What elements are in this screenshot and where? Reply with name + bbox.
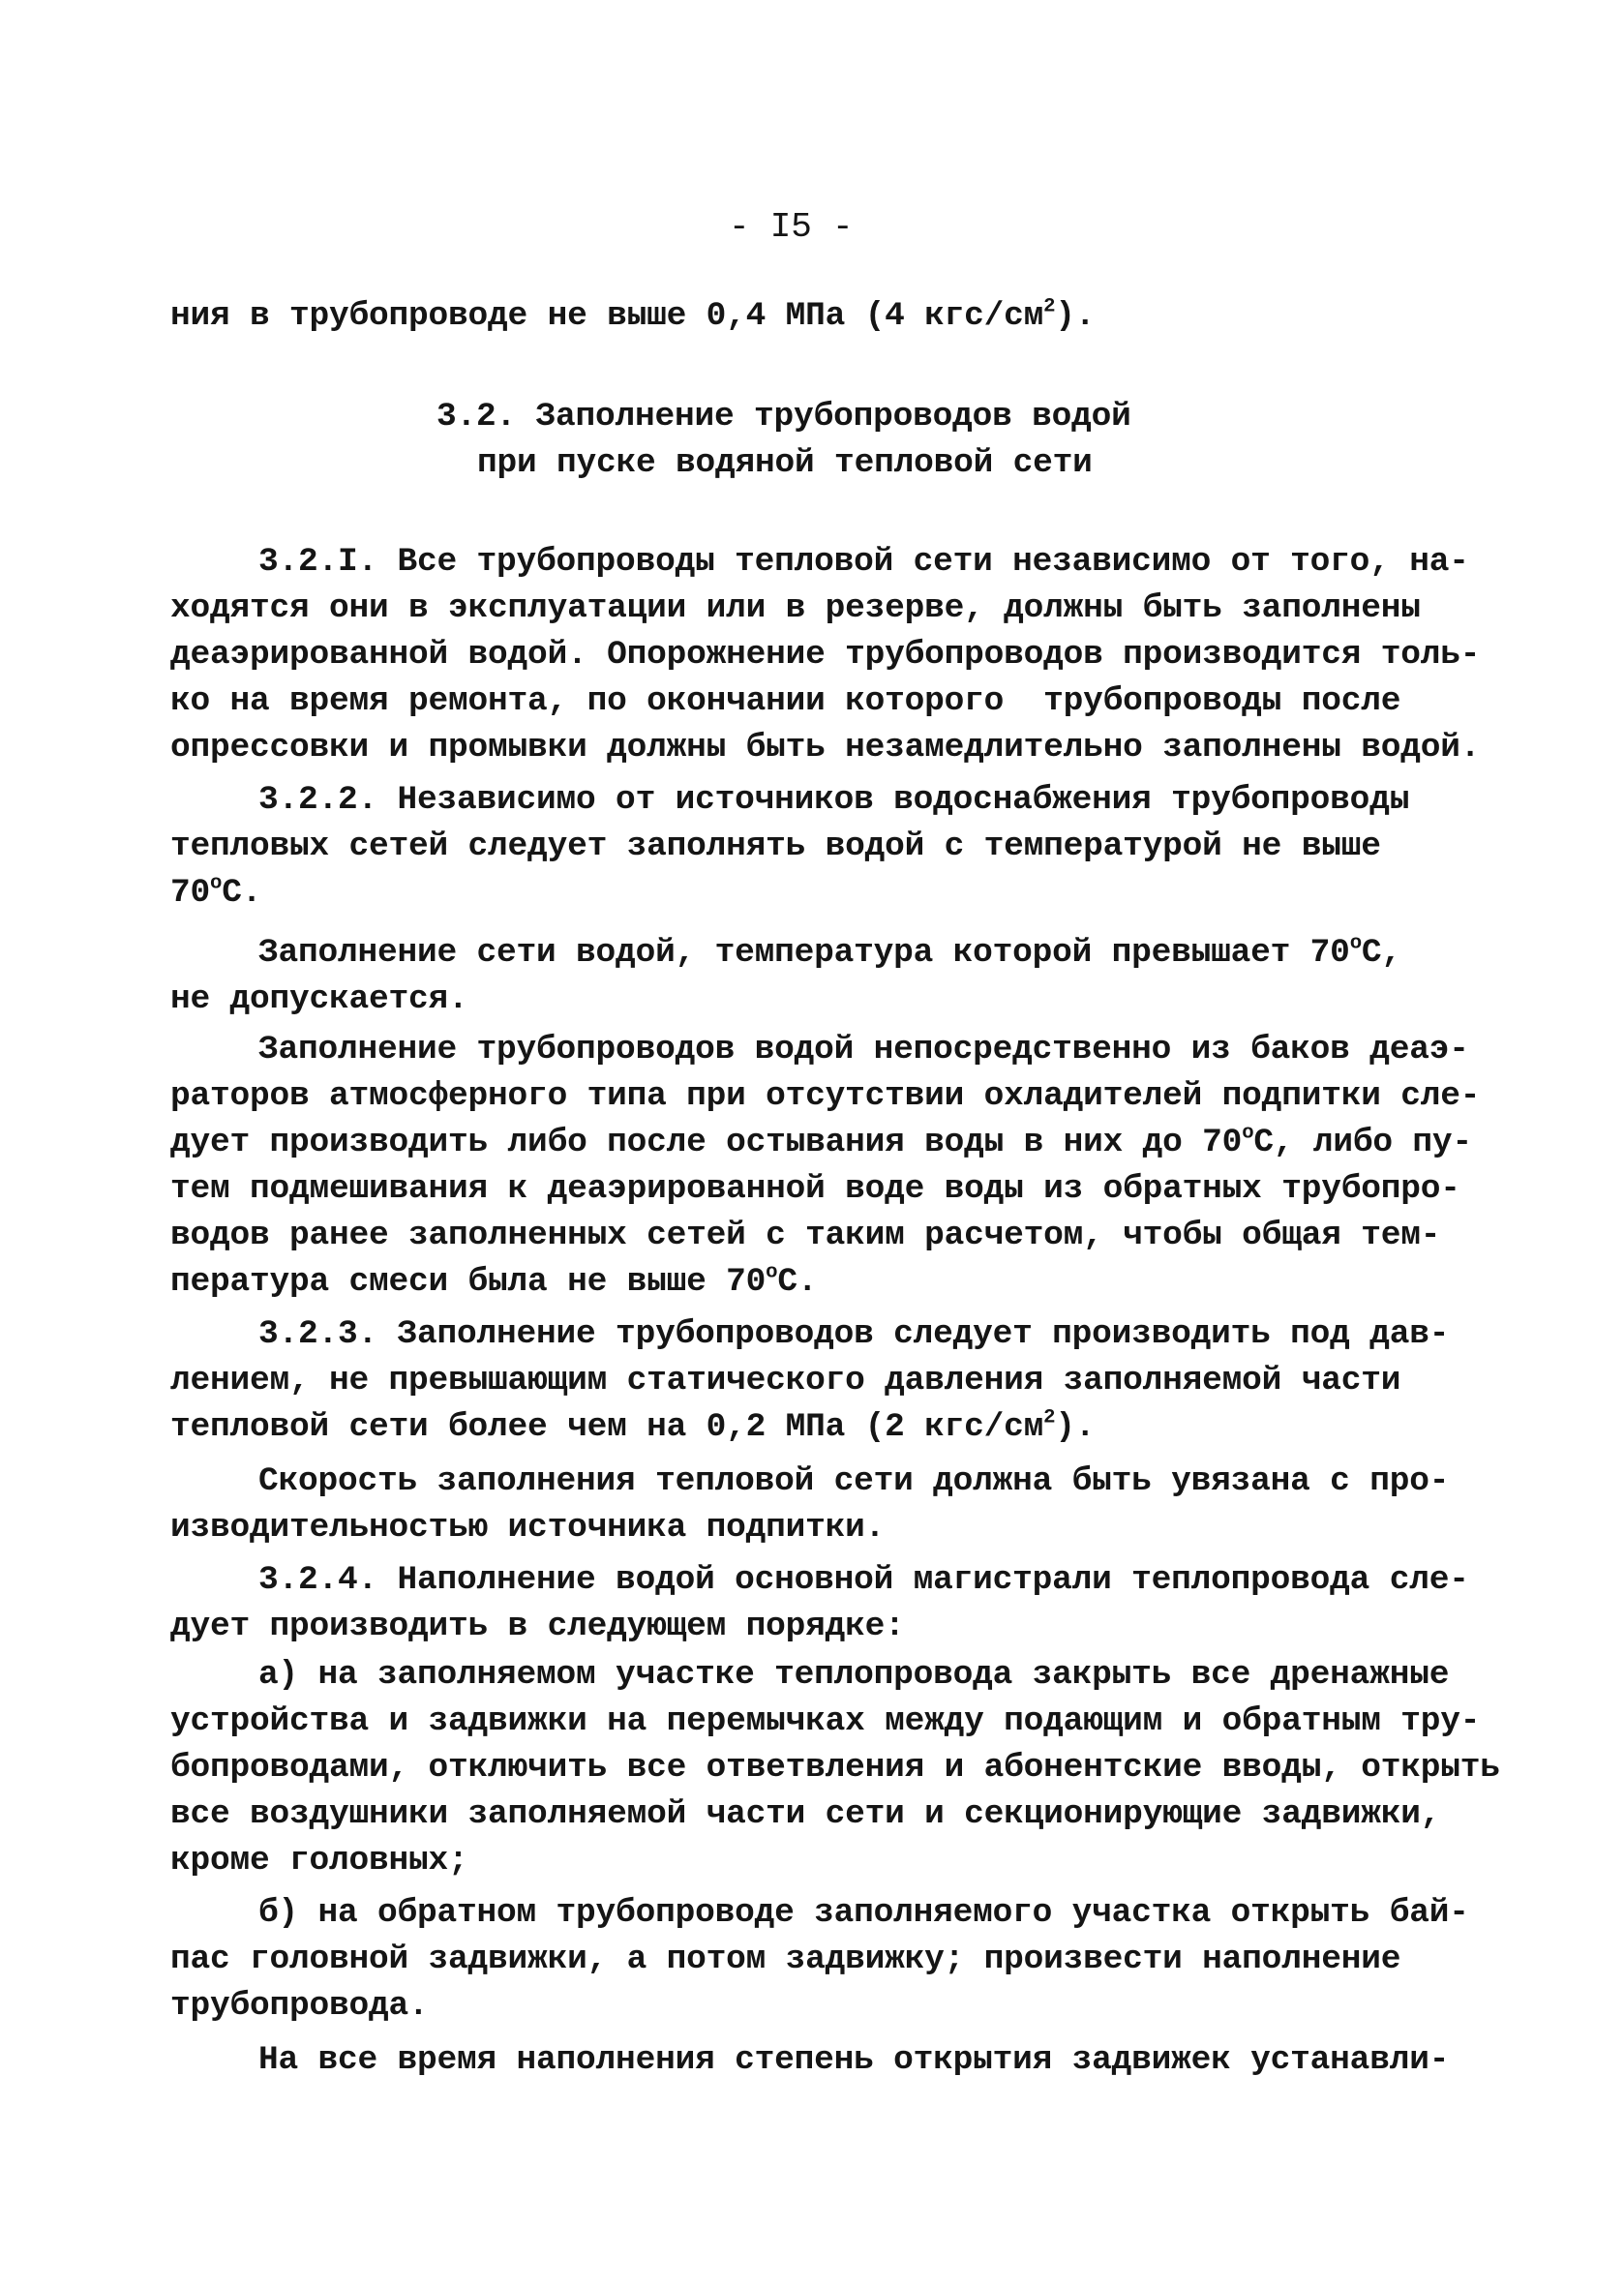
text-line: водов ранее заполненных сетей с таким расчетом, чтобы общая тем- <box>170 1217 1441 1254</box>
text-line: Заполнение сети водой, температура которой превышает $70^оС$, <box>258 932 1401 972</box>
text-line: устройства и задвижки на перемычках между подающим и обратным тру- <box>170 1702 1481 1740</box>
text-line: пас головной задвижки, а потом задвижку; произвести наполнение <box>170 1941 1401 1978</box>
text-line: пература смеси была не выше $70^оС$. <box>170 1261 818 1301</box>
text-line: деаэрированной водой. Опорожнение трубопроводов производится толь- <box>170 636 1481 674</box>
text-line: 3.2.3. Заполнение трубопроводов следует производить под дав- <box>258 1315 1450 1353</box>
text-line: бопроводами, отключить все ответвления и абонентские вводы, открыть <box>170 1749 1500 1787</box>
text-line: ко на время ремонта, по окончании которого трубопроводы после <box>170 682 1401 720</box>
text-line: ходятся они в эксплуатации или в резерве, должны быть заполнены <box>170 589 1421 627</box>
text-line: кроме головных; <box>170 1842 468 1880</box>
text-line: изводительностью источника подпитки. <box>170 1509 886 1547</box>
text-line: 3.2.I. Все трубопроводы тепловой сети независимо от того, на- <box>258 543 1469 581</box>
text-line: не допускается. <box>170 980 468 1018</box>
text-line: все воздушники заполняемой части сети и секционирующие задвижки, <box>170 1795 1441 1833</box>
text-line: дует производить в следующем порядке: <box>170 1608 905 1645</box>
text-line: Заполнение трубопроводов водой непосредственно из баков деаэ- <box>258 1031 1469 1068</box>
text-line: трубопровода. <box>170 1987 429 2025</box>
text-line: а) на заполняемом участке теплопровода закрыть все дренажные <box>258 1656 1450 1694</box>
text-line: тем подмешивания к деаэрированной воде воды из обратных трубопро- <box>170 1170 1460 1208</box>
text-line: раторов атмосферного типа при отсутствии охладителей подпитки сле- <box>170 1077 1481 1115</box>
text-line: $70^оС$. <box>170 872 262 912</box>
section-heading-line-2: при пуске водяной тепловой сети <box>477 444 1093 482</box>
text-line: лением, не превышающим статического давления заполняемой части <box>170 1362 1401 1399</box>
text-line: Скорость заполнения тепловой сети должна быть увязана с про- <box>258 1462 1450 1500</box>
text-line: б) на обратном трубопроводе заполняемого участка открыть бай- <box>258 1894 1469 1932</box>
text-line: 3.2.4. Наполнение водой основной магистрали теплопровода сле- <box>258 1561 1469 1599</box>
section-heading-line-1: 3.2. Заполнение трубопроводов водой <box>436 398 1131 436</box>
page-number: - I5 - <box>729 207 854 247</box>
text-line: На все время наполнения степень открытия задвижек устанавли- <box>258 2041 1450 2079</box>
text-line: дует производить либо после остывания воды в них до $70^оС$, либо пу- <box>170 1122 1472 1161</box>
text-line: опрессовки и промывки должны быть незамедлительно заполнены водой. <box>170 729 1481 767</box>
text-line: ния в трубопроводе не выше 0,4 МПа (4 кгс/$см^2$). <box>170 295 1096 335</box>
text-line: тепловой сети более чем на 0,2 МПа (2 кгс/$см^2$). <box>170 1406 1096 1446</box>
text-line: тепловых сетей следует заполнять водой с температурой не выше <box>170 828 1381 865</box>
text-line: 3.2.2. Независимо от источников водоснабжения трубопроводы <box>258 781 1410 819</box>
